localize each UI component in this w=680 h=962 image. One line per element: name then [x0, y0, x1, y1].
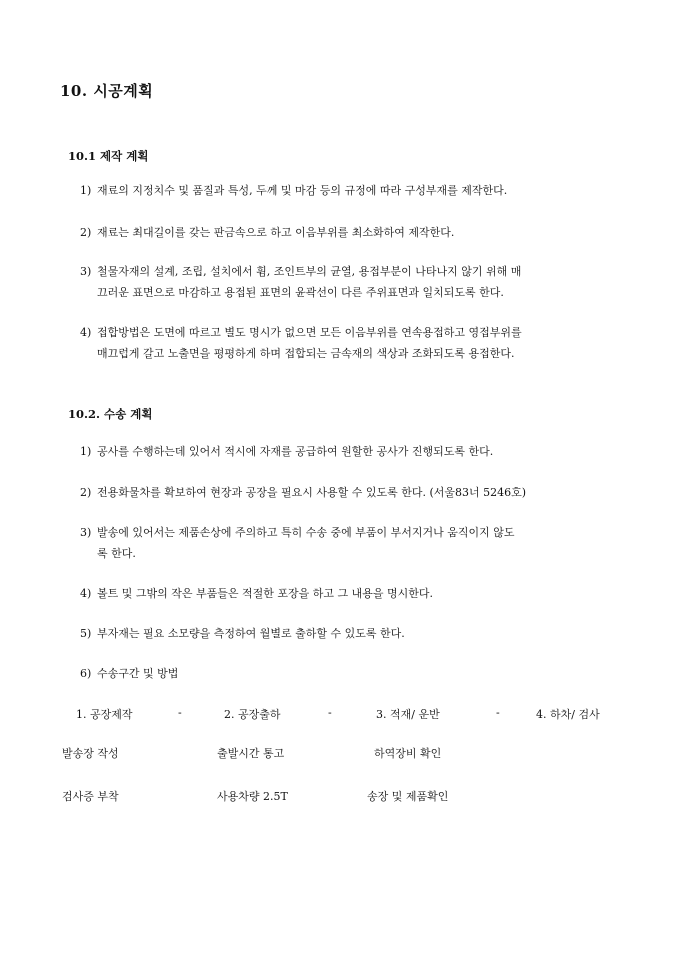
item-text-continued: 매끄럽게 갈고 노출면을 평평하게 하며 접합되는 금속재의 색상과 조화되도록 용접한다. [97, 347, 515, 360]
item-text: 전용화물차를 확보하여 현장과 공장을 필요시 사용할 수 있도록 한다. (서울83너 5246호) [97, 486, 527, 499]
item-number: 2) [80, 486, 92, 499]
item-text-continued: 록 한다. [97, 547, 136, 560]
item-number: 5) [80, 627, 92, 640]
fabrication-item-1 [80, 180, 620, 201]
flow-detail-row-2 [62, 788, 582, 804]
flow-separator: - [496, 706, 500, 719]
transport-heading: 10.2. 수송 계획 [68, 407, 153, 421]
item-number: 4) [80, 587, 92, 600]
detail-cell: 발송장 작성 [62, 747, 119, 760]
item-text: 접합방법은 도면에 따르고 별도 명시가 없으면 모든 이음부위를 연속용접하고 영접부위를 [97, 326, 522, 339]
transport-item-6 [80, 663, 620, 684]
detail-cell: 하역장비 확인 [374, 747, 442, 760]
item-text-continued: 끄러운 표면으로 마감하고 용접된 표면의 윤곽선이 다른 주위표면과 일치되도록 한다. [97, 286, 504, 299]
flow-step-4: 4. 하차/ 검사 [536, 708, 600, 721]
item-number: 2) [80, 226, 92, 239]
flow-step-3: 3. 적재/ 운반 [376, 708, 440, 721]
item-number: 4) [80, 326, 92, 339]
fabrication-item-2 [80, 222, 620, 243]
item-text: 부자재는 필요 소모량을 측정하여 월별로 출하할 수 있도록 한다. [97, 627, 405, 640]
item-text: 재료의 지정치수 및 품질과 특성, 두께 및 마감 등의 규정에 따라 구성부재를 제작한다. [97, 184, 508, 197]
transport-item-2 [80, 482, 620, 503]
detail-cell: 검사증 부착 [62, 790, 119, 803]
flow-detail-row-1 [62, 745, 582, 761]
transport-item-1 [80, 441, 620, 462]
section-title: 10. 시공계획 [60, 82, 154, 100]
detail-cell: 사용차량 2.5T [217, 790, 288, 803]
item-number: 6) [80, 667, 92, 680]
flow-step-2: 2. 공장출하 [224, 708, 281, 721]
item-text: 볼트 및 그밖의 작은 부품들은 적절한 포장을 하고 그 내용을 명시한다. [97, 587, 433, 600]
flow-separator: - [178, 706, 182, 719]
fabrication-item-3 [80, 261, 620, 303]
flow-separator: - [328, 706, 332, 719]
item-number: 1) [80, 184, 92, 197]
transport-item-5 [80, 623, 620, 644]
item-text: 수송구간 및 방법 [97, 667, 179, 680]
item-text: 발송에 있어서는 제품손상에 주의하고 특히 수송 중에 부품이 부서지거나 움직이지 않도 [97, 526, 515, 539]
detail-cell: 송장 및 제품확인 [367, 790, 449, 803]
item-text: 철물자재의 설계, 조립, 설치에서 휨, 조인트부의 균열, 용접부분이 나타나지 않기 위해 매 [97, 265, 522, 278]
item-number: 3) [80, 265, 92, 278]
flow-step-1: 1. 공장제작 [76, 708, 133, 721]
fabrication-item-4 [80, 322, 620, 364]
transport-flow [76, 706, 624, 722]
item-number: 3) [80, 526, 92, 539]
fabrication-heading: 10.1 제작 계획 [68, 149, 149, 163]
transport-item-3 [80, 522, 620, 564]
transport-item-4 [80, 583, 620, 604]
detail-cell: 출발시간 통고 [217, 747, 285, 760]
item-text: 공사를 수행하는데 있어서 적시에 자재를 공급하여 원할한 공사가 진행되도록 한다. [97, 445, 494, 458]
item-number: 1) [80, 445, 92, 458]
item-text: 재료는 최대길이를 갖는 판금속으로 하고 이음부위를 최소화하여 제작한다. [97, 226, 455, 239]
